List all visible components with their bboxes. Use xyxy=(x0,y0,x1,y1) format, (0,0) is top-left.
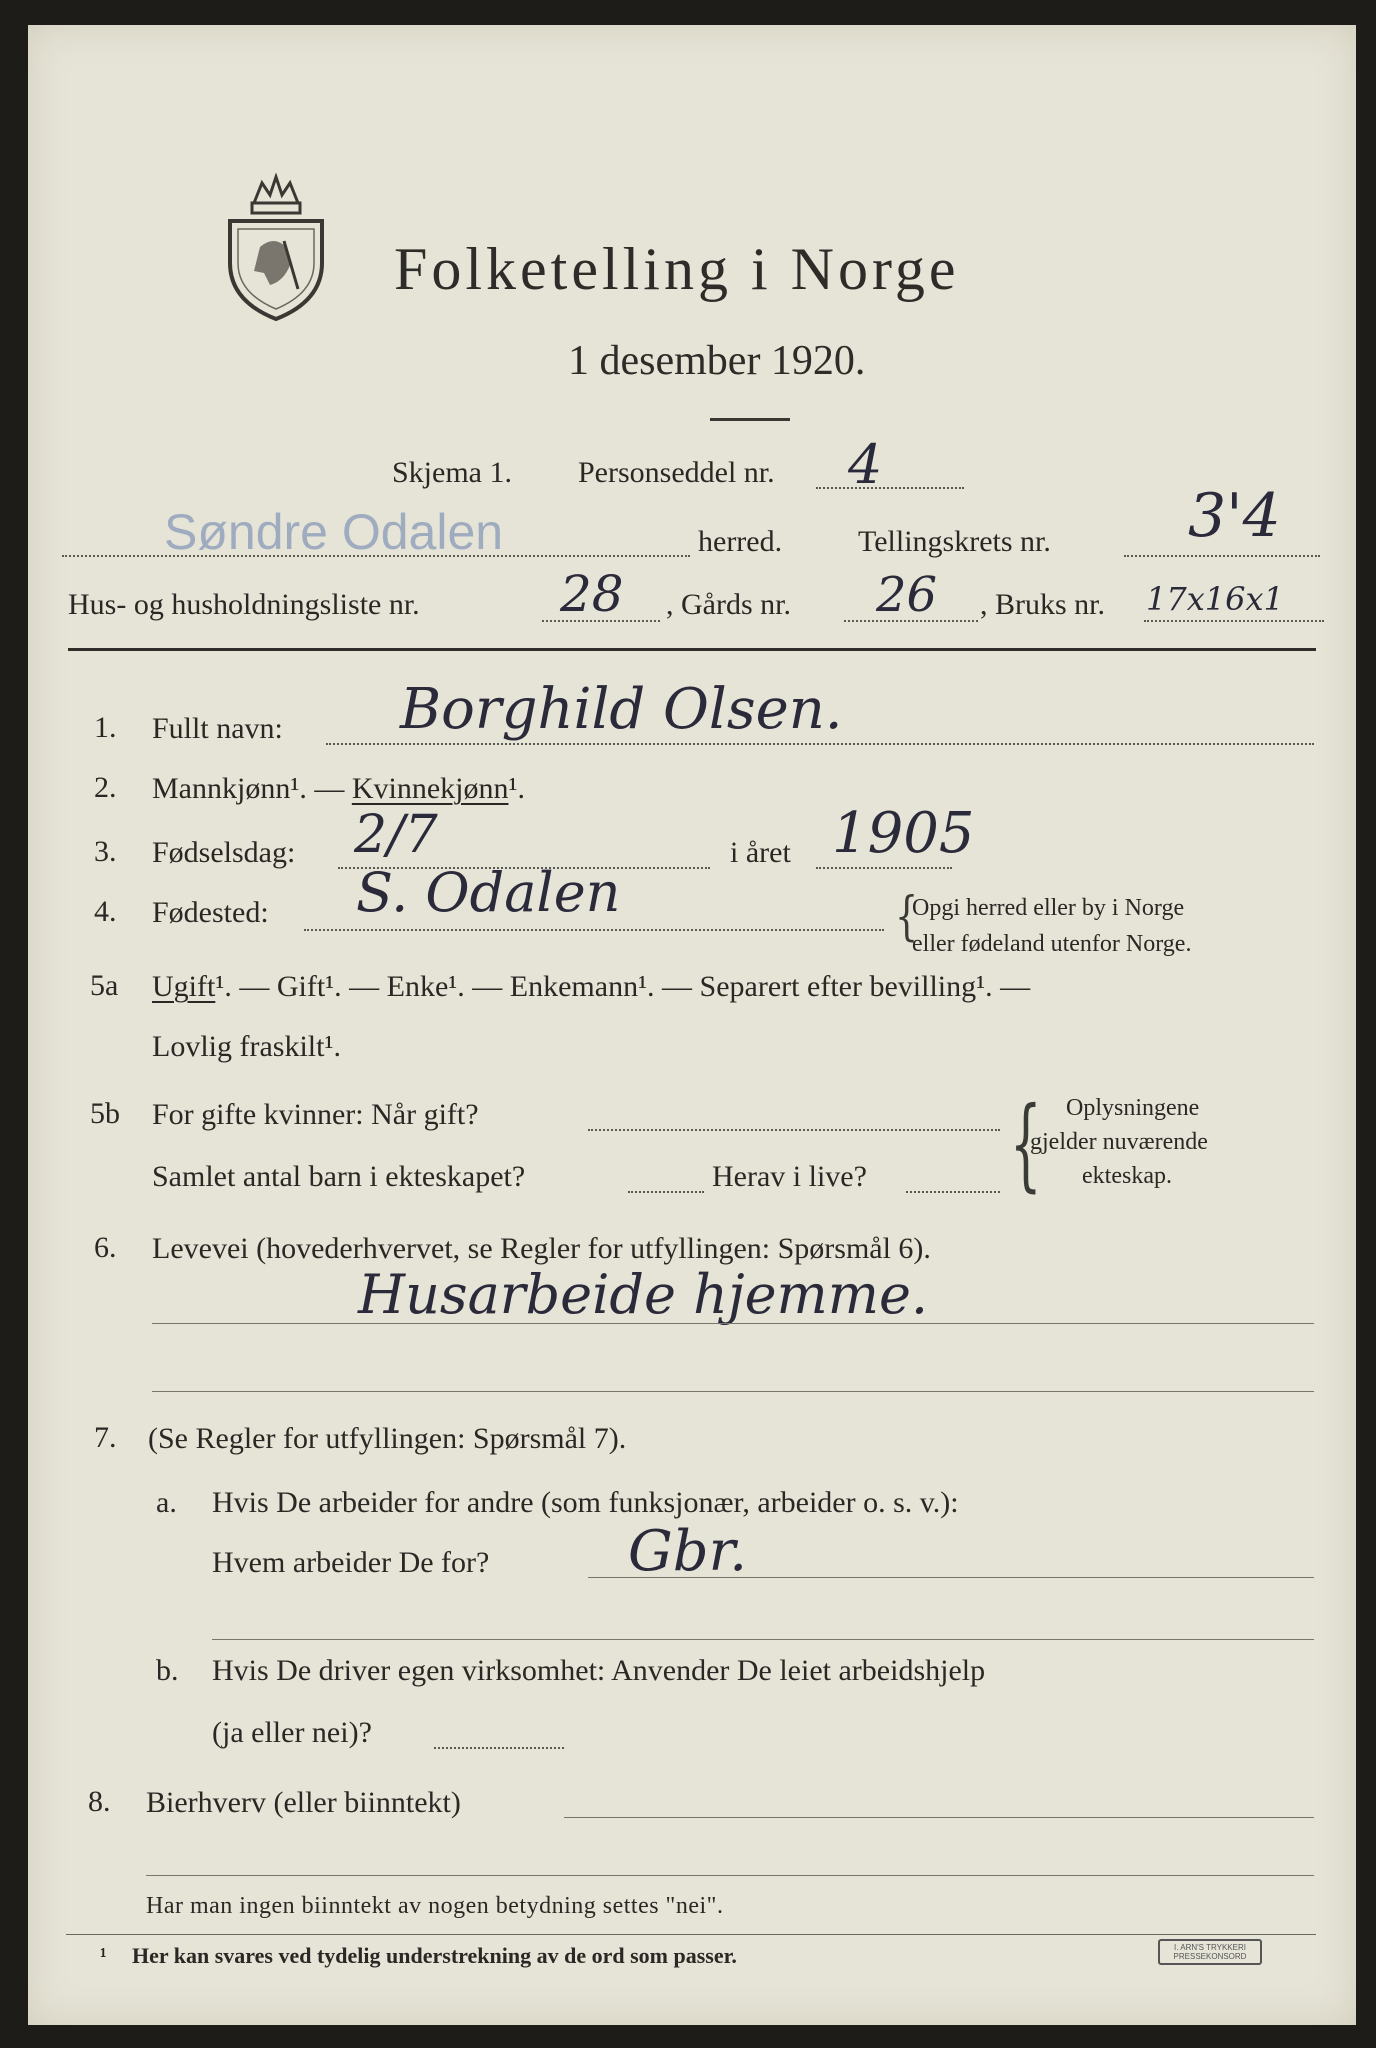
birthplace-note-line2: eller fødeland utenfor Norge. xyxy=(912,931,1192,957)
birthyear-value: 1905 xyxy=(832,801,975,866)
herred-label: herred. xyxy=(698,525,783,558)
year-label: i året xyxy=(730,836,791,869)
q7b-letter: b. xyxy=(156,1654,179,1687)
header-divider xyxy=(68,648,1316,651)
sex-options: Mannkjønn¹. — Kvinnekjønn¹. xyxy=(152,772,525,805)
form-subtitle: 1 desember 1920. xyxy=(568,338,866,384)
bruks-label: , Bruks nr. xyxy=(980,588,1106,621)
coat-of-arms-icon xyxy=(224,173,328,323)
q5a-number: 5a xyxy=(90,969,119,1002)
sex-male: Mannkjønn¹. xyxy=(152,772,307,805)
q6-label: Levevei (hovederhvervet, se Regler for utfyllingen: Spørsmål 6). xyxy=(152,1232,931,1265)
q6-number: 6. xyxy=(94,1231,117,1264)
q7-label: (Se Regler for utfyllingen: Spørsmål 7). xyxy=(148,1422,627,1455)
marital-options: Ugift¹. — Gift¹. — Enke¹. — Enkemann¹. — Separert efter bevilling¹. — xyxy=(152,970,1031,1003)
bruks-value: 17x16x1 xyxy=(1146,580,1284,618)
title-divider xyxy=(710,418,790,421)
hus-label: Hus- og husholdningsliste nr. xyxy=(68,588,420,621)
full-name-value: Borghild Olsen. xyxy=(400,677,843,742)
q5b-note-line2: gjelder nuværende xyxy=(1030,1129,1208,1155)
q5b-note-line1: Oplysningene xyxy=(1066,1095,1200,1121)
marital-ugift-underlined: Ugift xyxy=(152,970,216,1003)
q5b-children-label: Samlet antal barn i ekteskapet? xyxy=(152,1160,526,1193)
marital-options-line2: Lovlig fraskilt¹. xyxy=(152,1030,341,1063)
footer-divider xyxy=(66,1934,1316,1935)
gards-label: , Gårds nr. xyxy=(666,588,791,621)
footer-note: Har man ingen biinntekt av nogen betydning settes "nei". xyxy=(146,1893,724,1919)
sex-female-underlined: Kvinnekjønn xyxy=(351,772,509,805)
printer-mark: I. ARN'S TRYKKERI PRESSEKONSORD xyxy=(1158,1939,1262,1965)
q5b-label: For gifte kvinner: Når gift? xyxy=(152,1098,479,1131)
q7a-letter: a. xyxy=(156,1486,177,1519)
q4-number: 4. xyxy=(94,895,117,928)
q7-number: 7. xyxy=(94,1421,117,1454)
birthplace-note-line1: Opgi herred eller by i Norge xyxy=(912,895,1185,921)
personseddel-label: Personseddel nr. xyxy=(578,456,775,489)
q7a-question: Hvem arbeider De for? xyxy=(212,1546,490,1579)
q2-number: 2. xyxy=(94,771,117,804)
q7a-text: Hvis De arbeider for andre (som funksjonær, arbeider o. s. v.): xyxy=(212,1486,959,1519)
q7b-text: Hvis De driver egen virksomhet: Anvender De leiet arbeidshjelp xyxy=(212,1654,986,1687)
birthdate-value: 2/7 xyxy=(354,805,438,865)
footnote-text: Her kan svares ved tydelig understrekning av de ord som passer. xyxy=(132,1943,737,1968)
q7b-question: (ja eller nei)? xyxy=(212,1716,372,1749)
q8-label: Bierhverv (eller biinntekt) xyxy=(146,1786,461,1819)
personseddel-value: 4 xyxy=(848,433,883,496)
birthplace-value: S. Odalen xyxy=(356,861,621,924)
tellingskrets-value: 3'4 xyxy=(1188,481,1281,551)
q8-number: 8. xyxy=(88,1785,111,1818)
q5b-note-line3: ekteskap. xyxy=(1082,1163,1172,1189)
herred-stamp: Søndre Odalen xyxy=(164,504,504,560)
hus-value: 28 xyxy=(560,565,624,623)
q5b-alive-label: Herav i live? xyxy=(712,1160,867,1193)
employer-value: Gbr. xyxy=(628,1519,747,1584)
form-title: Folketelling i Norge xyxy=(394,236,960,302)
q1-number: 1. xyxy=(94,711,117,744)
tellingskrets-label: Tellingskrets nr. xyxy=(858,525,1051,558)
skjema-label: Skjema 1. xyxy=(392,456,512,489)
q5b-number: 5b xyxy=(90,1097,120,1130)
q3-number: 3. xyxy=(94,835,117,868)
birthplace-note-brace: { xyxy=(894,887,919,947)
census-form xyxy=(28,25,1356,2025)
q5b-note-brace: { xyxy=(1009,1085,1042,1202)
q3-label: Fødselsdag: xyxy=(152,836,296,869)
footnote-mark: ¹ xyxy=(100,1943,107,1968)
gards-value: 26 xyxy=(876,567,938,623)
q4-label: Fødested: xyxy=(152,896,269,929)
q1-label: Fullt navn: xyxy=(152,712,283,745)
occupation-value: Husarbeide hjemme. xyxy=(358,1263,929,1326)
